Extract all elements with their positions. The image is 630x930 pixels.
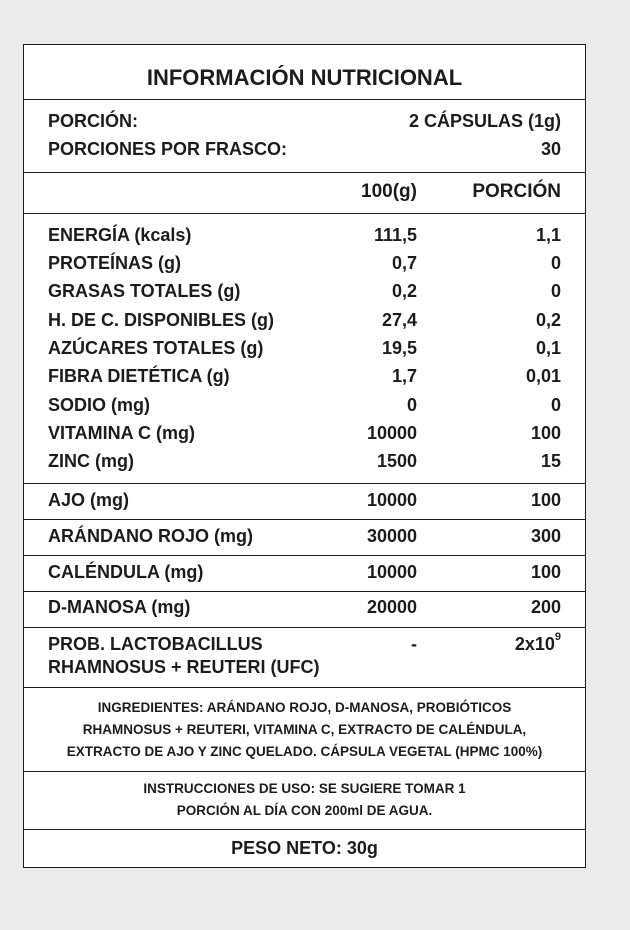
divider [24, 483, 585, 484]
nutrient-name: FIBRA DIETÉTICA (g) [48, 366, 230, 386]
nutrient-per-100g: 1,7 [391, 366, 417, 386]
nutrient-per-serving: 0,1 [535, 338, 561, 358]
nutrient-per-100g: 10000 [366, 423, 417, 443]
serving-value: 2 CÁPSULAS (1g) [408, 111, 561, 131]
nutrient-per-100g: 27,4 [381, 310, 417, 330]
divider [24, 99, 585, 100]
nutrition-facts-panel [23, 44, 586, 868]
ingredient-name: CALÉNDULA (mg) [48, 562, 204, 582]
ingredient-name: ARÁNDANO ROJO (mg) [48, 526, 253, 546]
nutrient-per-serving: 100 [530, 423, 561, 443]
column-header-serving: PORCIÓN [472, 181, 561, 202]
nutrient-name: SODIO (mg) [48, 395, 150, 415]
divider [24, 627, 585, 628]
ingredient-per-serving: 100 [530, 562, 561, 582]
ingredient-per-100g: 30000 [366, 526, 417, 546]
nutrient-name: H. DE C. DISPONIBLES (g) [48, 310, 275, 330]
probiotic-count-base: 2x10 [514, 634, 555, 654]
ingredient-per-serving: 300 [530, 526, 561, 546]
serving-label: PORCIÓN: [48, 111, 138, 131]
nutrient-per-100g: 0 [406, 395, 417, 415]
probiotic-per-serving [514, 631, 561, 655]
divider [24, 829, 585, 830]
nutrient-name: ENERGÍA (kcals) [48, 225, 192, 245]
label-title: INFORMACIÓN NUTRICIONAL [146, 65, 463, 90]
nutrient-name: VITAMINA C (mg) [48, 423, 195, 443]
servings-per-bottle-label: PORCIONES POR FRASCO: [48, 139, 288, 159]
nutrient-name: GRASAS TOTALES (g) [48, 281, 241, 301]
nutrient-per-100g: 0,7 [391, 253, 417, 273]
nutrient-per-serving: 0,2 [535, 310, 561, 330]
divider [24, 555, 585, 556]
ingredient-per-100g: 20000 [366, 597, 417, 617]
nutrient-per-serving: 1,1 [535, 225, 561, 245]
divider [24, 172, 585, 173]
nutrient-per-serving: 0,01 [525, 366, 561, 386]
divider [24, 771, 585, 772]
ingredient-per-serving: 100 [530, 490, 561, 510]
nutrient-per-100g: 1500 [376, 451, 417, 471]
ingredient-per-100g: 10000 [366, 562, 417, 582]
instructions-line: PORCIÓN AL DÍA CON 200ml DE AGUA. [176, 803, 433, 818]
probiotic-count-exponent: 9 [554, 631, 561, 643]
probiotic-name-line2: RHAMNOSUS + REUTERI (UFC) [48, 657, 320, 677]
ingredient-per-serving: 200 [530, 597, 561, 617]
divider [24, 591, 585, 592]
nutrient-per-serving: 0 [550, 253, 561, 273]
nutrient-name: AZÚCARES TOTALES (g) [48, 338, 264, 358]
probiotic-name-line1: PROB. LACTOBACILLUS [48, 634, 263, 654]
divider [24, 519, 585, 520]
servings-per-bottle-value: 30 [540, 139, 561, 159]
nutrient-name: ZINC (mg) [48, 451, 134, 471]
nutrient-per-100g: 19,5 [381, 338, 417, 358]
divider [24, 213, 585, 214]
probiotic-per-100g: - [411, 634, 417, 654]
ingredients-line: EXTRACTO DE AJO Y ZINC QUELADO. CÁPSULA VEGETAL (HPMC 100%) [66, 744, 543, 759]
ingredient-name: D-MANOSA (mg) [48, 597, 191, 617]
divider [24, 687, 585, 688]
nutrient-per-serving: 0 [550, 281, 561, 301]
nutrient-per-100g: 0,2 [391, 281, 417, 301]
nutrient-per-serving: 0 [550, 395, 561, 415]
column-header-100g: 100(g) [361, 181, 417, 202]
nutrient-name: PROTEÍNAS (g) [48, 253, 181, 273]
ingredients-line: RHAMNOSUS + REUTERI, VITAMINA C, EXTRACTO DE CALÉNDULA, [82, 722, 527, 737]
ingredient-name: AJO (mg) [48, 490, 129, 510]
ingredients-line: INGREDIENTES: ARÁNDANO ROJO, D-MANOSA, PROBIÓTICOS [97, 700, 512, 715]
nutrient-per-100g: 111,5 [373, 225, 417, 245]
instructions-line: INSTRUCCIONES DE USO: SE SUGIERE TOMAR 1 [143, 781, 466, 796]
nutrient-per-serving: 15 [540, 451, 561, 471]
net-weight: PESO NETO: 30g [231, 838, 378, 858]
ingredient-per-100g: 10000 [366, 490, 417, 510]
